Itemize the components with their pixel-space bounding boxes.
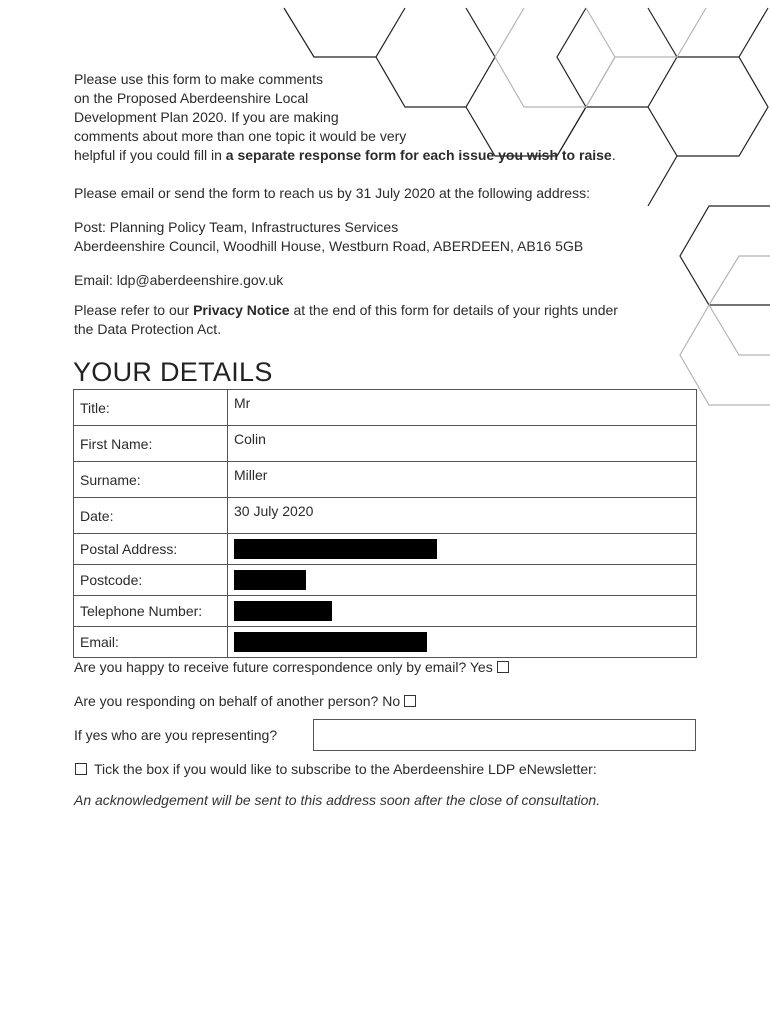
representing-input[interactable] (313, 719, 696, 751)
redaction-bar (234, 570, 306, 590)
correspondence-question (74, 658, 509, 676)
postcode-field[interactable] (228, 565, 697, 596)
intro-line-5-bold: a separate response form for each issue you wish to raise (225, 147, 612, 163)
email-label: Email: (74, 627, 228, 658)
email-address-text: Email: ldp@aberdeenshire.gov.uk (74, 272, 284, 288)
redaction-bar (234, 632, 427, 652)
table-row (74, 565, 697, 596)
subscribe-checkbox[interactable] (75, 763, 87, 775)
subscribe-row (74, 760, 597, 778)
telephone-field[interactable] (228, 596, 697, 627)
first-name-field[interactable]: Colin (228, 426, 697, 462)
first-name-label: First Name: (74, 426, 228, 462)
privacy-end: at the end of this form for details of your rights under (289, 302, 618, 318)
title-label: Title: (74, 390, 228, 426)
intro-line-5-end: . (611, 147, 616, 163)
representing-label: If yes who are you representing? (74, 727, 278, 743)
intro-text (74, 70, 616, 165)
correspondence-text: Are you happy to receive future correspondence only by email? Yes (74, 659, 493, 675)
redaction-bar (234, 539, 437, 559)
email-field[interactable] (228, 627, 697, 658)
postal-address-label: Postal Address: (74, 534, 228, 565)
email-only-checkbox[interactable] (497, 661, 509, 673)
acknowledgement-note: An acknowledgement will be sent to this address soon after the close of consultation. (74, 792, 601, 808)
intro-line-1: Please use this form to make comments (74, 71, 323, 87)
behalf-question (74, 692, 416, 710)
redaction-bar (234, 601, 332, 621)
date-label: Date: (74, 498, 228, 534)
intro-line-4: comments about more than one topic it would be very (74, 128, 407, 144)
postcode-label: Postcode: (74, 565, 228, 596)
privacy-notice-link: Privacy Notice (193, 302, 290, 318)
telephone-label: Telephone Number: (74, 596, 228, 627)
details-table (73, 389, 697, 658)
surname-field[interactable]: Miller (228, 462, 697, 498)
surname-label: Surname: (74, 462, 228, 498)
intro-line-5-start: helpful if you could fill in (74, 147, 226, 163)
table-row (74, 390, 697, 426)
your-details-heading: YOUR DETAILS (73, 357, 273, 387)
post-line-1: Post: Planning Policy Team, Infrastructures Services (74, 219, 399, 235)
subscribe-text: Tick the box if you would like to subscribe to the Aberdeenshire LDP eNewsletter: (94, 761, 597, 777)
intro-line-3: Development Plan 2020. If you are making (74, 109, 339, 125)
privacy-line-2: the Data Protection Act. (74, 321, 222, 337)
behalf-text: Are you responding on behalf of another person? No (74, 693, 401, 709)
date-field[interactable]: 30 July 2020 (228, 498, 697, 534)
privacy-start: Please refer to our (74, 302, 194, 318)
table-row (74, 498, 697, 534)
intro-line-2: on the Proposed Aberdeenshire Local (74, 90, 309, 106)
table-row (74, 596, 697, 627)
deadline-text: Please email or send the form to reach us by 31 July 2020 at the following address: (74, 185, 590, 201)
table-row (74, 426, 697, 462)
table-row (74, 534, 697, 565)
privacy-text (74, 301, 618, 339)
postal-address-field[interactable] (228, 534, 697, 565)
table-row (74, 627, 697, 658)
post-line-2: Aberdeenshire Council, Woodhill House, Westburn Road, ABERDEEN, AB16 5GB (74, 238, 584, 254)
behalf-checkbox[interactable] (404, 695, 416, 707)
table-row (74, 462, 697, 498)
post-address (74, 218, 583, 256)
title-field[interactable]: Mr (228, 390, 697, 426)
